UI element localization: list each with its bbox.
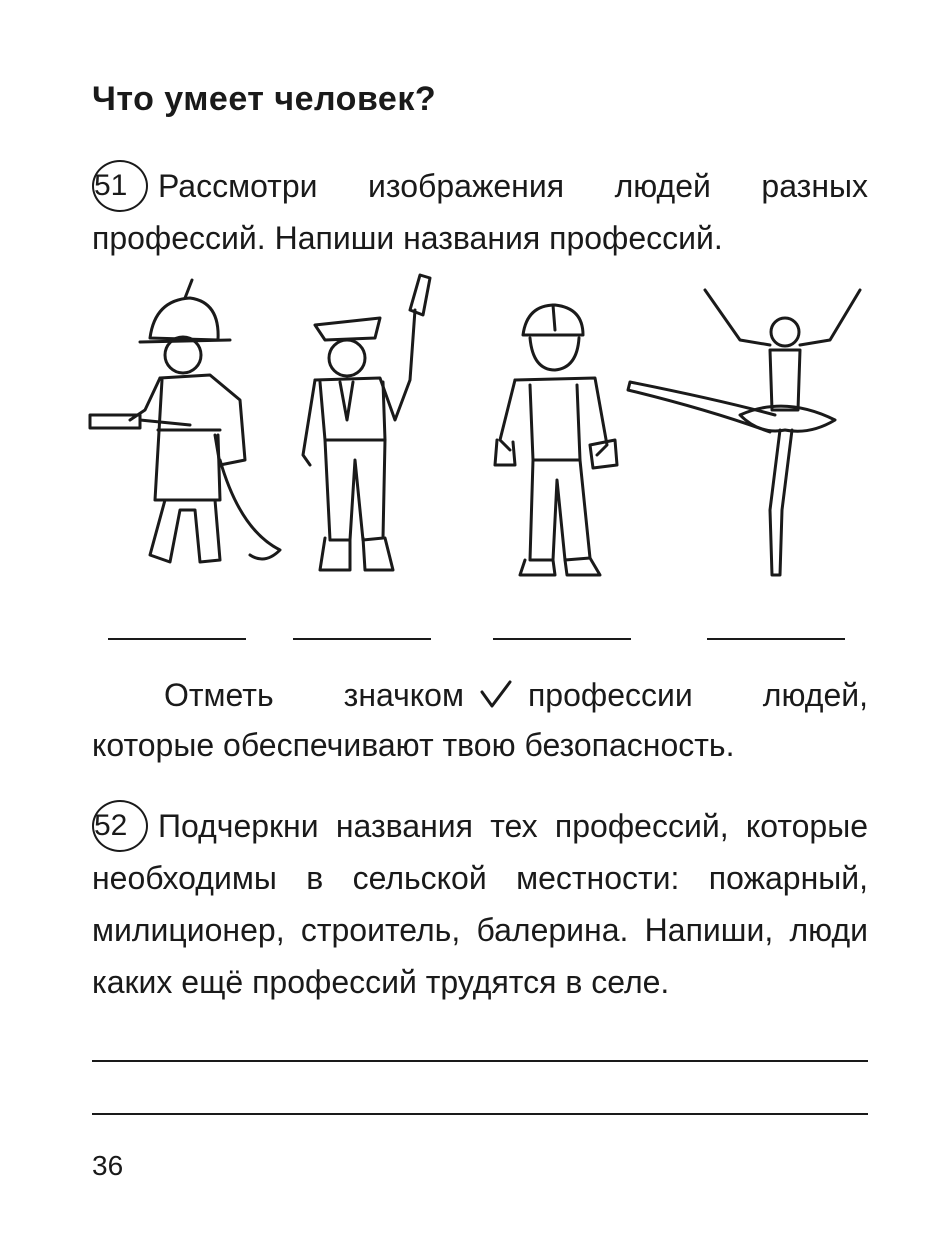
firefighter-figure <box>80 270 290 590</box>
task-52 <box>92 800 868 1008</box>
task-52-text: Подчеркни названия тех профессий, которые необходимы в сельской местности: пожарный, милиционер, строитель, балерина. Напиши, люди каких ещё профессий трудятся в селе. <box>92 808 868 1000</box>
mark-instruction <box>92 670 868 770</box>
page-number: 36 <box>92 1150 124 1181</box>
ballerina-figure <box>620 270 880 590</box>
task-51-text: Рассмотри изображения людей разных профессий. Напиши названия профессий. <box>92 168 868 256</box>
mark-instruction-before: Отметь значком <box>164 677 464 713</box>
answer-line-4[interactable] <box>707 638 845 640</box>
answer-line-1[interactable] <box>108 638 246 640</box>
section-title: Что умеет человек? <box>92 80 437 118</box>
professions-illustration <box>80 270 880 590</box>
task-51 <box>92 160 868 264</box>
answer-line-2[interactable] <box>293 638 431 640</box>
answer-line-3[interactable] <box>493 638 631 640</box>
checkmark-icon <box>478 680 514 710</box>
writing-line-2[interactable] <box>92 1113 868 1115</box>
mark-instruction-after: профессии людей, которые обеспечивают твою безопасность. <box>92 677 868 763</box>
task-number-52: 52 <box>92 800 148 852</box>
policeman-figure <box>285 270 455 590</box>
writing-line-1[interactable] <box>92 1060 868 1062</box>
task-number-51: 51 <box>92 160 148 212</box>
